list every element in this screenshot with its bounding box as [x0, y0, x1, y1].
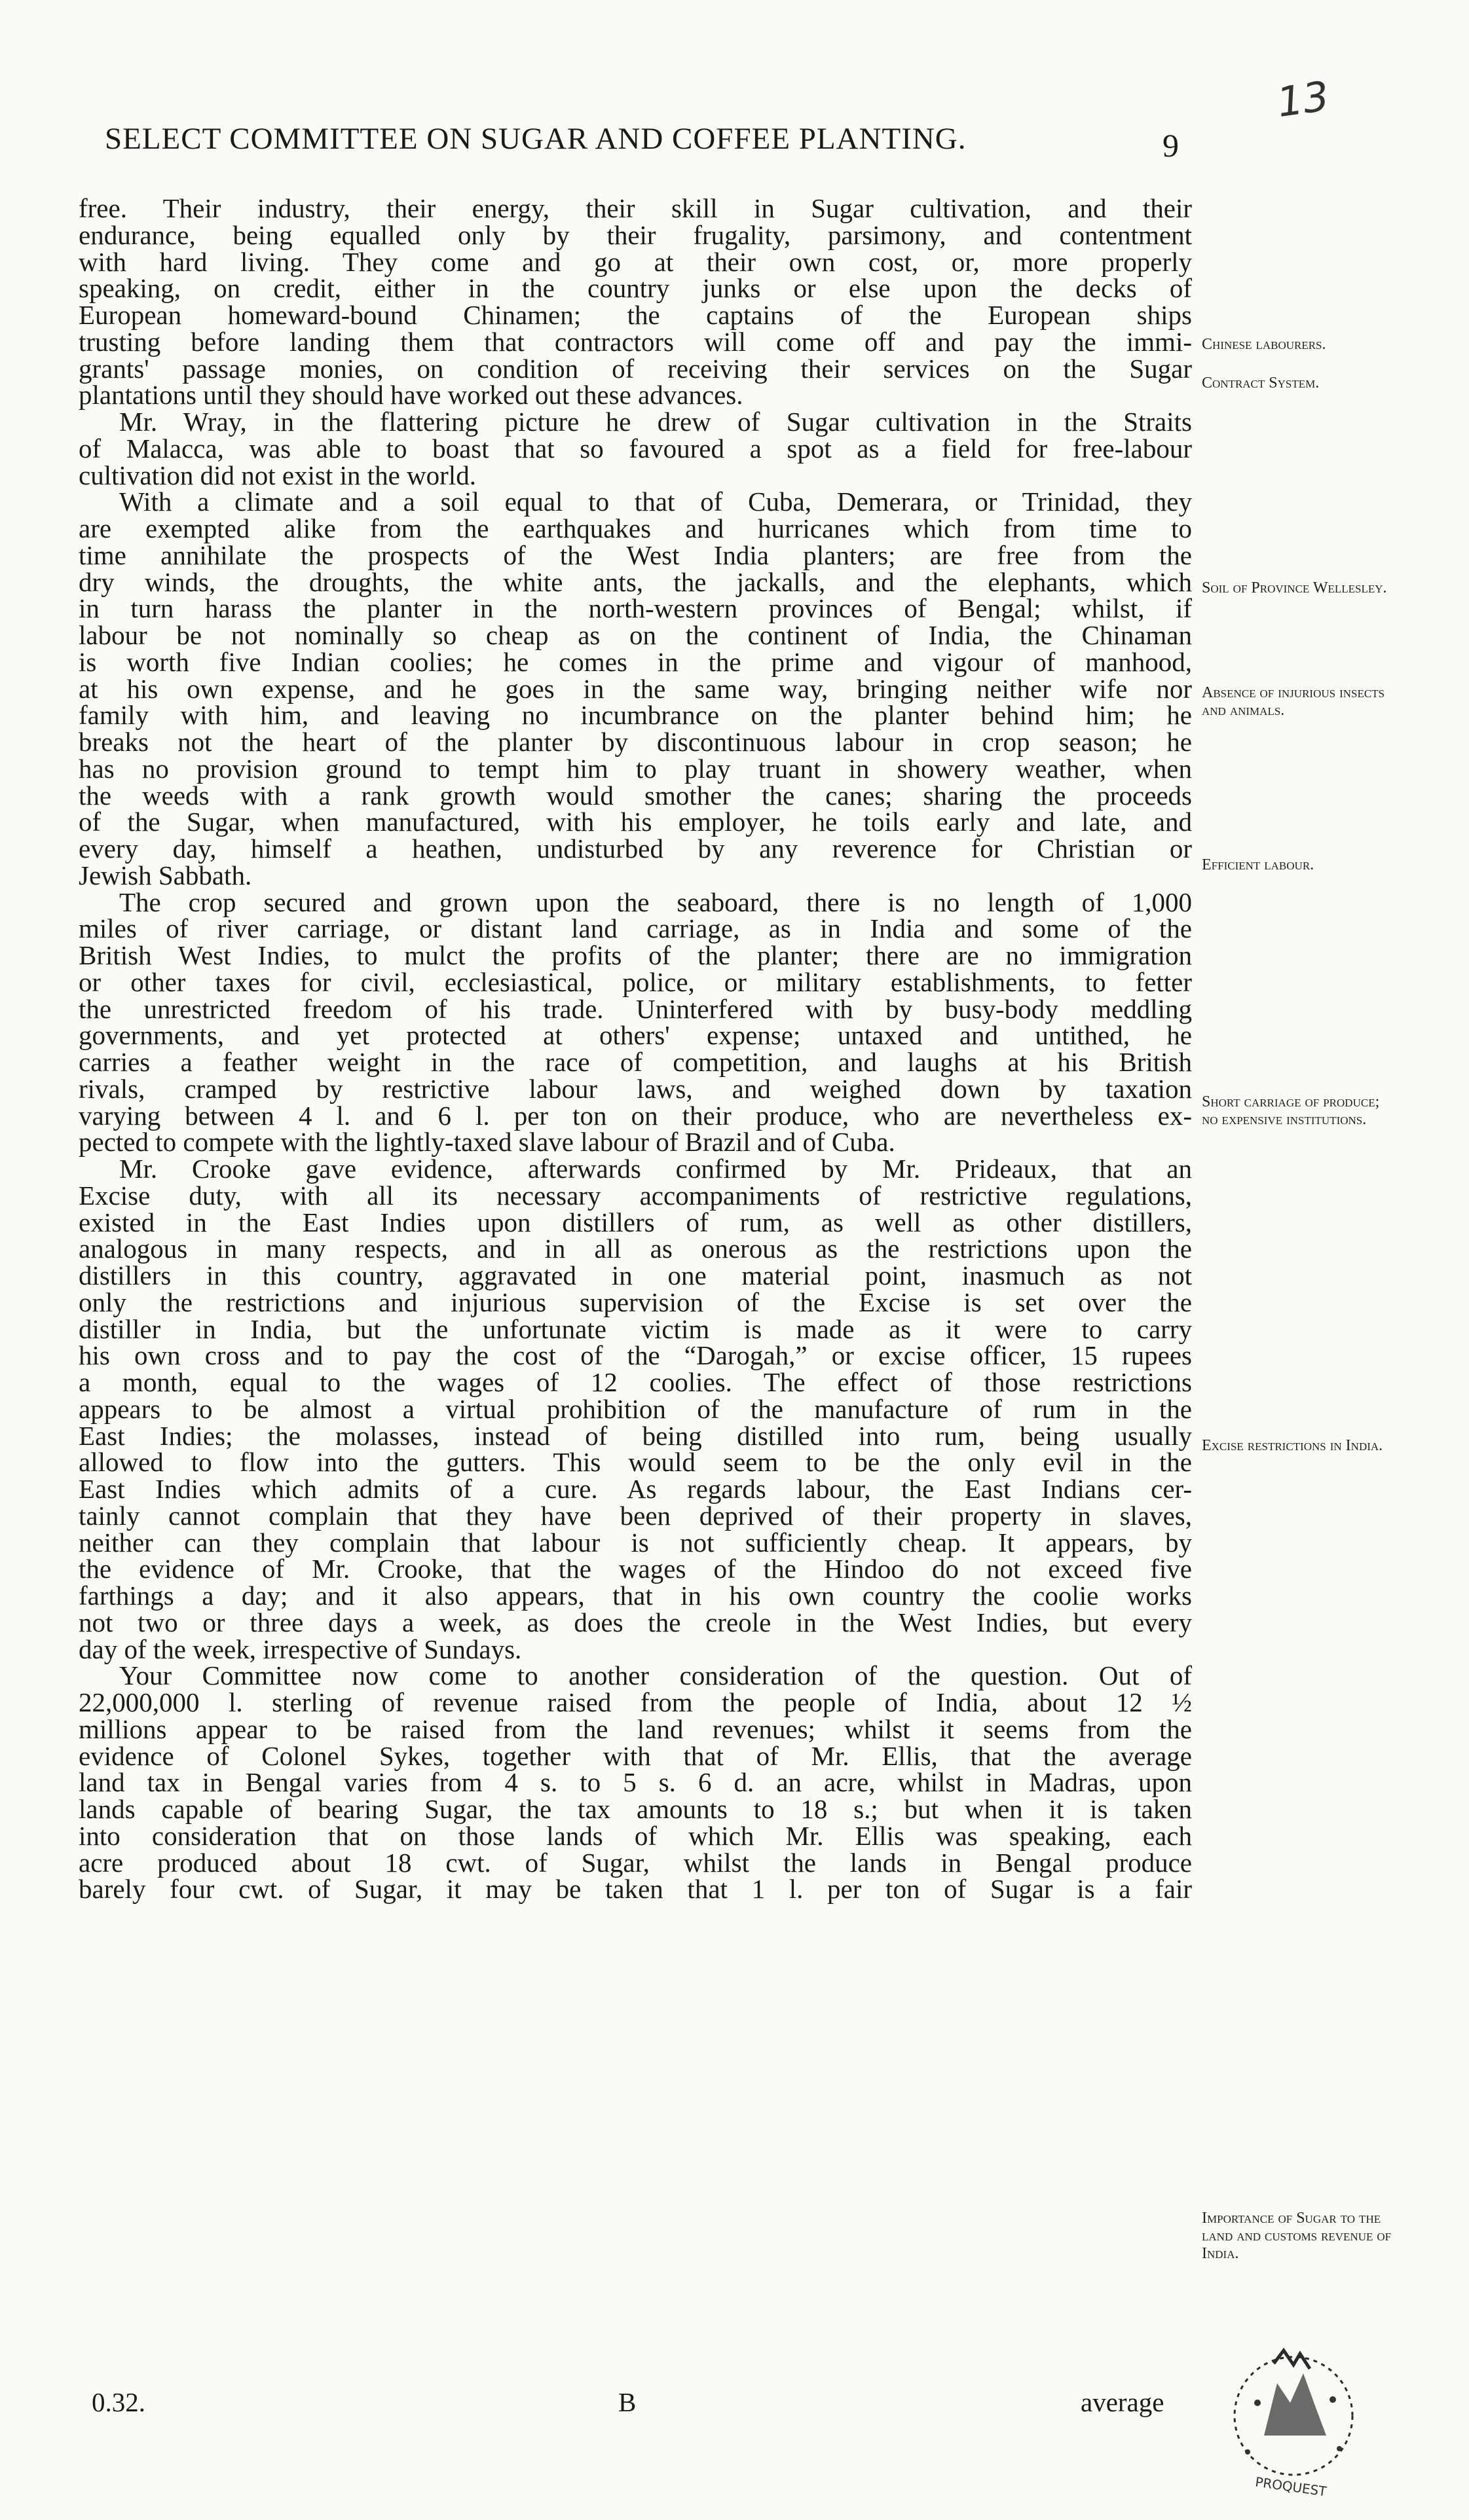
margin-note: Importance of Sugar to the land and customs revenue of India.	[1202, 2210, 1392, 2262]
sheet-number: 0.32.	[92, 2387, 145, 2417]
text-line: not two or three days a week, as does the creole in the West Indies, but every	[79, 1607, 1192, 1637]
text-line: every day, himself a heathen, undisturbed by any reverence for Christian or	[79, 833, 1192, 864]
text-line: grants' passage monies, on condition of receiving their services on the Sugar	[79, 353, 1192, 384]
text-line: appears to be almost a virtual prohibition of the manufacture of rum in the	[79, 1393, 1192, 1424]
text-line: allowed to flow into the gutters. This would seem to be the only evil in the	[79, 1447, 1192, 1478]
text-line: analogous in many respects, and in all as onerous as the restrictions upon the	[79, 1233, 1192, 1264]
catchword: average	[1081, 2387, 1164, 2417]
margin-note: Chinese labourers.	[1202, 336, 1326, 353]
text-line: barely four cwt. of Sugar, it may be taken that 1 l. per ton of Sugar is a fair	[79, 1874, 1192, 1905]
signature-mark: B	[618, 2387, 637, 2417]
text-line: neither can they complain that labour is not sufficiently cheap. It appears, by	[79, 1527, 1192, 1558]
text-line: miles of river carriage, or distant land carriage, as in India and some of the	[79, 913, 1192, 944]
text-line: governments, and yet protected at others' expense; untaxed and untithed, he	[79, 1020, 1192, 1051]
text-line: Mr. Crooke gave evidence, afterwards confirmed by Mr. Prideaux, that an	[119, 1154, 1192, 1184]
text-line: trusting before landing them that contractors will come off and pay the immi-	[79, 326, 1192, 357]
text-line: East Indies which admits of a cure. As regards labour, the East Indians cer-	[79, 1474, 1192, 1504]
body-text	[79, 195, 1192, 1903]
text-line: labour be not nominally so cheap as on the continent of India, the Chinaman	[79, 620, 1192, 650]
text-line: in turn harass the planter in the north-western provinces of Bengal; whilst, if	[79, 593, 1192, 624]
text-line: dry winds, the droughts, the white ants, the jackalls, and the elephants, which	[79, 566, 1192, 597]
margin-note: Soil of Province Wellesley.	[1202, 579, 1387, 596]
text-line: family with him, and leaving no incumbrance on the planter behind him; he	[79, 700, 1192, 731]
text-line: rivals, cramped by restrictive labour laws, and weighed down by taxation	[79, 1073, 1192, 1104]
margin-note: Absence of injurious insects and animals.	[1202, 684, 1385, 719]
text-line: land tax in Bengal varies from 4 s. to 5 s. 6 d. an acre, whilst in Madras, upon	[79, 1767, 1192, 1798]
text-line: East Indies; the molasses, instead of being distilled into rum, being usually	[79, 1420, 1192, 1451]
text-line: are exempted alike from the earthquakes and hurricanes which from time to	[79, 513, 1192, 543]
text-line: varying between 4 l. and 6 l. per ton on their produce, who are nevertheless ex-	[79, 1100, 1192, 1131]
text-line: of the Sugar, when manufactured, with his employer, he toils early and late, and	[79, 807, 1192, 837]
text-line: of Malacca, was able to boast that so favoured a spot as a field for free-labour	[79, 433, 1192, 464]
library-stamp-icon	[1218, 2337, 1369, 2501]
margin-note: Efficient labour.	[1202, 856, 1314, 873]
text-line: the weeds with a rank growth would smother the canes; sharing the proceeds	[79, 780, 1192, 811]
text-line: into consideration that on those lands of which Mr. Ellis was speaking, each	[79, 1820, 1192, 1851]
text-line: breaks not the heart of the planter by discontinuous labour in crop season; he	[79, 727, 1192, 757]
text-line: with hard living. They come and go at their own cost, or, more properly	[79, 246, 1192, 277]
text-line: distiller in India, but the unfortunate victim is made as it were to carry	[79, 1313, 1192, 1344]
text-line: at his own expense, and he goes in the same way, bringing neither wife nor	[79, 673, 1192, 704]
text-line: With a climate and a soil equal to that of Cuba, Demerara, or Trinidad, they	[119, 486, 1192, 517]
text-line: lands capable of bearing Sugar, the tax amounts to 18 s.; but when it is taken	[79, 1794, 1192, 1824]
text-line: free. Their industry, their energy, their skill in Sugar cultivation, and their	[79, 193, 1192, 223]
text-line: a month, equal to the wages of 12 coolies. The effect of those restrictions	[79, 1367, 1192, 1397]
text-line: acre produced about 18 cwt. of Sugar, whilst the lands in Bengal produce	[79, 1847, 1192, 1878]
text-line: millions appear to be raised from the land revenues; whilst it seems from the	[79, 1713, 1192, 1744]
text-line: Jewish Sabbath.	[79, 860, 252, 890]
text-line: British West Indies, to mulct the profits of the planter; there are no immigration	[79, 940, 1192, 970]
margin-note: Contract System.	[1202, 374, 1320, 392]
header-title: SELECT COMMITTEE ON SUGAR AND COFFEE PLANTING.	[105, 122, 967, 156]
text-line: tainly cannot complain that they have been deprived of their property in slaves,	[79, 1500, 1192, 1531]
handwritten-folio-number: 13	[1274, 71, 1332, 127]
margin-note: Excise restrictions in India.	[1202, 1437, 1383, 1454]
text-line: carries a feather weight in the race of competition, and laughs at his British	[79, 1047, 1192, 1077]
text-line: the unrestricted freedom of his trade. Uninterfered with by busy-body meddling	[79, 993, 1192, 1024]
text-line: his own cross and to pay the cost of the “Darogah,” or excise officer, 15 rupees	[79, 1340, 1192, 1371]
text-line: or other taxes for civil, ecclesiastical, police, or military establishments, to fetter	[79, 966, 1192, 997]
text-line: The crop secured and grown upon the seaboard, there is no length of 1,000	[119, 886, 1192, 917]
text-line: endurance, being equalled only by their frugality, parsimony, and contentment	[79, 219, 1192, 250]
text-line: is worth five Indian coolies; he comes in the prime and vigour of manhood,	[79, 646, 1192, 677]
page-number: 9	[1162, 127, 1180, 164]
text-line: the evidence of Mr. Crooke, that the wages of the Hindoo do not exceed five	[79, 1554, 1192, 1584]
text-line: Excise duty, with all its necessary accompaniments of restrictive regulations,	[79, 1180, 1192, 1211]
text-line: distillers in this country, aggravated in one material point, inasmuch as not	[79, 1260, 1192, 1290]
text-line: time annihilate the prospects of the West India planters; are free from the	[79, 539, 1192, 570]
text-line: 22,000,000 l. sterling of revenue raised from the people of India, about 12 ½	[79, 1687, 1192, 1717]
text-line: Mr. Wray, in the flattering picture he drew of Sugar cultivation in the Straits	[119, 407, 1192, 437]
text-line: only the restrictions and injurious supervision of the Excise is set over the	[79, 1287, 1192, 1317]
text-line: cultivation did not exist in the world.	[79, 460, 476, 490]
text-line: speaking, on credit, either in the country junks or else upon the decks of	[79, 273, 1192, 304]
text-line: evidence of Colonel Sykes, together with that of Mr. Ellis, that the average	[79, 1740, 1192, 1771]
text-line: day of the week, irrespective of Sundays.	[79, 1634, 522, 1664]
text-line: existed in the East Indies upon distillers of rum, as well as other distillers,	[79, 1207, 1192, 1237]
text-line: has no provision ground to tempt him to play truant in showery weather, when	[79, 753, 1192, 784]
stamp-text: PROQUEST	[1254, 2474, 1328, 2500]
text-line: European homeward-bound Chinamen; the captains of the European ships	[79, 300, 1192, 330]
margin-note: Short carriage of produce; no expensive institutions.	[1202, 1093, 1380, 1128]
text-line: plantations until they should have worked out these advances.	[79, 380, 743, 411]
text-line: pected to compete with the lightly-taxed slave labour of Brazil and of Cuba.	[79, 1127, 895, 1158]
text-line: farthings a day; and it also appears, that in his own country the coolie works	[79, 1580, 1192, 1611]
text-line: Your Committee now come to another consideration of the question. Out of	[119, 1660, 1192, 1691]
